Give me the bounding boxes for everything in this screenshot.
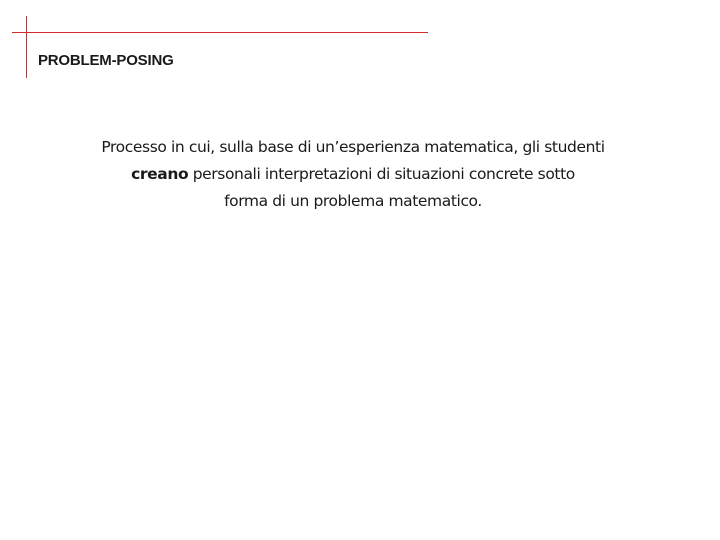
definition-line-1: Processo in cui, sulla base di un’esperienza matematica, gli studenti [101, 138, 605, 156]
accent-vertical-line [26, 16, 27, 78]
slide-title: PROBLEM-POSING [38, 52, 174, 69]
emphasis-creano: creano [131, 165, 189, 183]
definition-line-3: forma di un problema matematico. [224, 192, 482, 210]
accent-horizontal-line [12, 32, 428, 33]
definition-line-2-rest: personali interpretazioni di situazioni concrete sotto [188, 165, 575, 183]
definition-paragraph [90, 134, 616, 215]
definition-line-2 [90, 161, 616, 188]
